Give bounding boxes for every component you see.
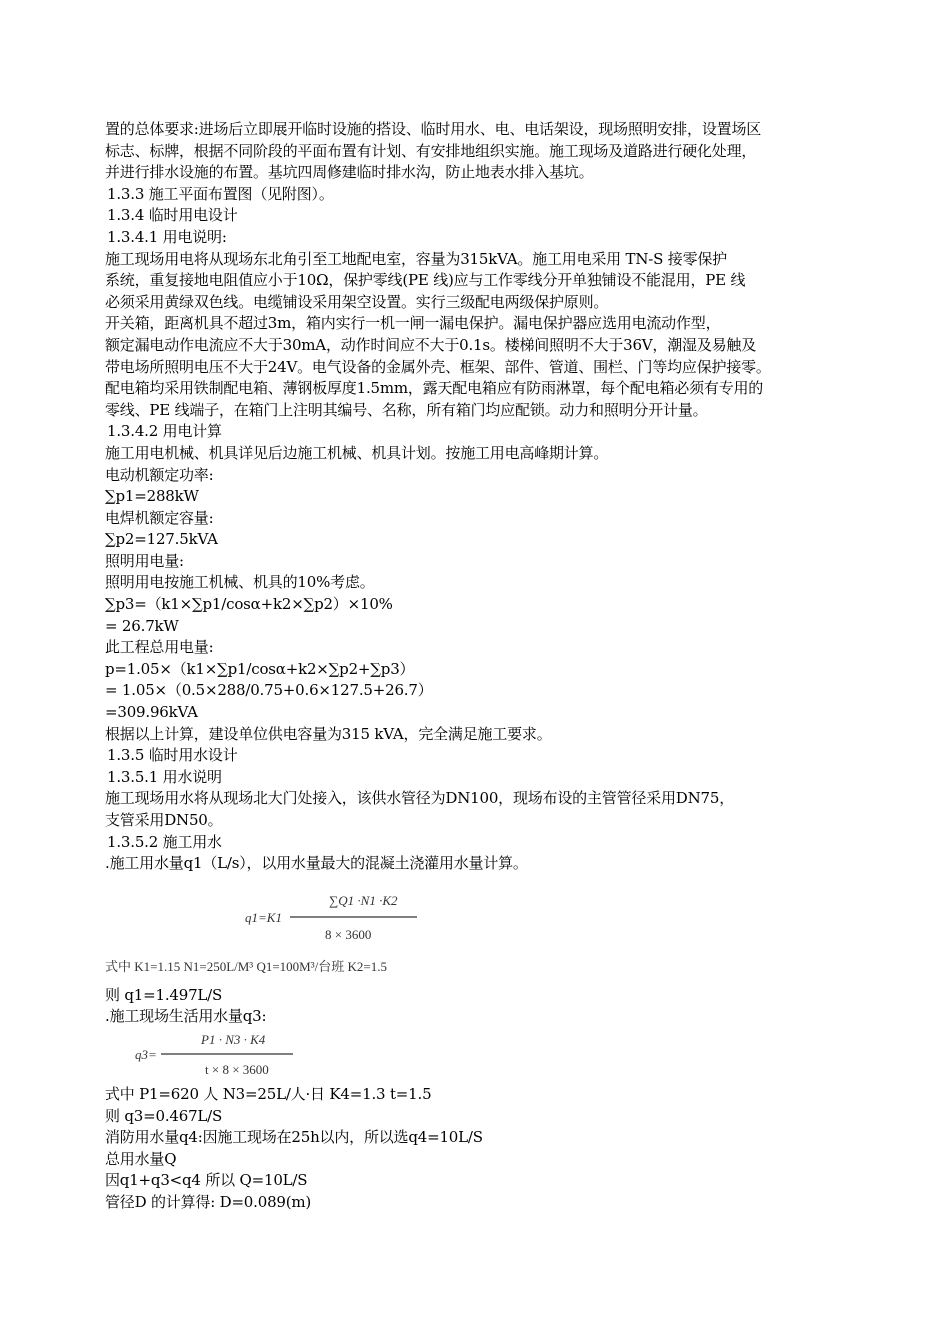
formula-q3-denominator: t × 8 × 3600 [205, 1061, 269, 1077]
text-line: 此工程总用电量: [105, 638, 214, 657]
text-line: 照明用电按施工机械、机具的10%考虑。 [105, 573, 375, 592]
section-heading: 1.3.3 施工平面布置图（见附图）。 [107, 184, 334, 203]
text-line: = 1.05×（0.5×288/0.75+0.6×127.5+26.7） [105, 681, 433, 700]
text-line: 标志、标牌，根据不同阶段的平面布置有计划、有安排地组织实施。施工现场及道路进行硬化处理， [105, 141, 757, 160]
text-line: 施工现场用电将从现场东北角引至工地配电室，容量为315kVA。施工用电采用 TN-S 接零保护 [105, 249, 727, 268]
text-line: 开关箱，距离机具不超过3m，箱内实行一机一闸一漏电保护。漏电保护器应选用电流动作型， [105, 314, 721, 333]
text-line: .施工用水量q1（L/s），以用水量最大的混凝土浇灌用水量计算。 [105, 854, 528, 873]
text-line: 系统，重复接地电阻值应小于10Ω，保护零线(PE 线)应与工作零线分开单独铺设不能混用，PE 线 [105, 271, 746, 290]
section-heading: 1.3.5.1 用水说明 [107, 767, 222, 786]
text-line: 因q1+q3<q4 所以 Q=10L/S [105, 1171, 308, 1190]
text-line: 置的总体要求:进场后立即展开临时设施的搭设、临时用水、电、电话架设，现场照明安排，设置场区 [105, 120, 762, 138]
text-line: 施工用电机械、机具详见后边施工机械、机具计划。按施工用电高峰期计算。 [105, 443, 609, 462]
text-line: 根据以上计算，建设单位供电容量为315 kVA，完全满足施工要求。 [105, 724, 552, 743]
formula-q3-lhs: q3= [135, 1046, 157, 1062]
text-line: 并进行排水设施的布置。基坑四周修建临时排水沟，防止地表水排入基坑。 [105, 163, 594, 182]
text-line: 配电箱均采用铁制配电箱、薄钢板厚度1.5mm，露天配电箱应有防雨淋罩，每个配电箱必须有专用的 [105, 379, 764, 398]
formula-q1-numerator: ∑Q1 ·N1 ·K2 [329, 892, 398, 908]
text-line: 总用水量Q [105, 1149, 177, 1168]
text-line: 照明用电量: [105, 551, 184, 570]
text-line: p=1.05×（k1×∑p1/cosα+k2×∑p2+∑p3） [105, 659, 415, 678]
formula-q3-graphic [105, 1028, 405, 1084]
text-line: 电动机额定功率: [105, 465, 214, 484]
text-line: =309.96kVA [105, 703, 198, 722]
formula-q1-graphic [105, 875, 605, 985]
text-line: .施工现场生活用水量q3: [105, 1007, 267, 1026]
section-heading: 1.3.5.2 施工用水 [107, 832, 222, 851]
text-line: 消防用水量q4:因施工现场在25h以内，所以选q4=10L/S [105, 1128, 483, 1147]
text-line: = 26.7kW [105, 616, 179, 635]
text-line: 则 q3=0.467L/S [105, 1106, 223, 1125]
formula-q3 [105, 1028, 885, 1084]
formula-q1-params: 式中 K1=1.15 N1=250L/M³ Q1=100M³/台班 K2=1.5 [105, 958, 387, 974]
section-heading: 1.3.4.2 用电计算 [107, 422, 222, 441]
text-line: 带电场所照明电压不大于24V。电气设备的金属外壳、框架、部件、管道、围栏、门等均应保护接零。 [105, 357, 771, 376]
formula-q3-numerator: P1 · N3 · K4 [201, 1031, 266, 1047]
section-heading: 1.3.4 临时用电设计 [107, 206, 238, 225]
text-line: 额定漏电动作电流应不大于30mA，动作时间应不大于0.1s。楼梯间照明不大于36V，潮湿及易触及 [105, 335, 757, 354]
text-line: 则 q1=1.497L/S [105, 985, 223, 1004]
text-line: 必须采用黄绿双色线。电缆铺设采用架空设置。实行三级配电两级保护原则。 [105, 292, 609, 311]
formula-q1-denominator: 8 × 3600 [325, 926, 372, 942]
formula-q1-lhs: q1=K1 [245, 909, 282, 925]
section-heading: 1.3.5 临时用水设计 [107, 746, 238, 765]
text-line: 管径D 的计算得: D=0.089(m) [105, 1192, 312, 1211]
text-line: 支管采用DN50。 [105, 811, 223, 829]
text-line: 式中 P1=620 人 N3=25L/人·日 K4=1.3 t=1.5 [105, 1084, 432, 1103]
text-line: 电焊机额定容量: [105, 508, 214, 527]
text-line: ∑p3=（k1×∑p1/cosα+k2×∑p2）×10% [105, 595, 393, 614]
text-line: ∑p2=127.5kVA [105, 530, 218, 549]
text-line: ∑p1=288kW [105, 487, 199, 506]
formula-q1 [105, 875, 885, 985]
text-line: 零线、PE 线端子，在箱门上注明其编号、名称，所有箱门均应配锁。动力和照明分开计量。 [105, 400, 708, 419]
text-line: 施工现场用水将从现场北大门处接入，该供水管径为DN100，现场布设的主管管径采用DN75， [105, 789, 735, 808]
document-body [105, 119, 885, 1214]
section-heading: 1.3.4.1 用电说明: [107, 227, 227, 246]
